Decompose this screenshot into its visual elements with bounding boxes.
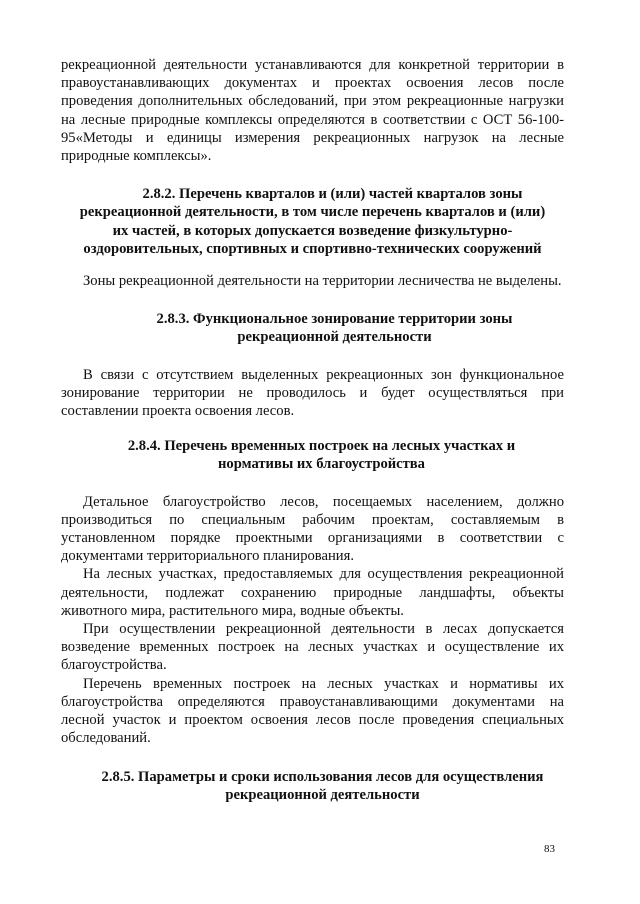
section-2-8-3-text: В связи с отсутствием выделенных рекреационных зон функциональное зонирование территории не проводилось и будет осуществляться при составлении проекта освоения лесов.: [61, 366, 564, 420]
heading-line: их частей, в которых допускается возведение физкультурно-: [112, 222, 513, 239]
heading-2-8-3: [61, 310, 564, 346]
heading-2-8-5: [61, 768, 564, 804]
document-page: [61, 56, 564, 804]
section-2-8-2-text: Зоны рекреационной деятельности на территории лесничества не выделены.: [83, 273, 562, 290]
intro-paragraph: рекреационной деятельности устанавливаются для конкретной территории в правоустанавливающих документах и проектах освоения лесов после проведения дополнительных обследований, при этом рекреационные нагрузки на лесные природные комплексы определяются в соответствии с ОСТ 56-100-95«Методы и единицы измерения рекреационных нагрузок на лесные природные комплексы».: [61, 57, 564, 165]
page-number: 83: [544, 843, 555, 855]
heading-line: 2.8.2. Перечень кварталов и (или) частей кварталов зоны: [142, 186, 523, 203]
heading-line: рекреационной деятельности, в том числе перечень кварталов и (или): [79, 204, 546, 221]
section-2-8-4-paragraph: При осуществлении рекреационной деятельности в лесах допускается возведение временных построек на лесных участках и осуществление их благоустройства.: [61, 621, 564, 674]
heading-line: 2.8.4. Перечень временных построек на лесных участках и: [127, 438, 516, 455]
section-2-8-4-paragraph: Перечень временных построек на лесных участках и нормативы их благоустройства определяются правоустанавливающими документами на лесной участок и проектом освоения лесов после проведения специальных обследований.: [61, 675, 564, 747]
heading-line: рекреационной деятельности: [225, 786, 420, 803]
heading-line: нормативы их благоустройства: [218, 456, 425, 473]
heading-line: рекреационной деятельности: [237, 329, 432, 346]
heading-line: 2.8.5. Параметры и сроки использования лесов для осуществления: [101, 768, 544, 785]
heading-2-8-2: [61, 185, 564, 258]
section-2-8-4-paragraph: На лесных участках, предоставляемых для осуществления рекреационной деятельности, подлежат сохранению природные ландшафты, объекты животного мира, растительного мира, водные объекты.: [61, 566, 564, 619]
heading-line: 2.8.3. Функциональное зонирование территории зоны: [156, 311, 513, 328]
heading-line: оздоровительных, спортивных и спортивно-технических сооружений: [83, 240, 542, 257]
section-2-8-4-paragraph: Детальное благоустройство лесов, посещаемых населением, должно производиться по специальным рабочим проектам, составляемым в установленном порядке проектными организациями в соответствии с документами территориального планирования.: [61, 493, 564, 565]
heading-2-8-4: [61, 437, 564, 473]
